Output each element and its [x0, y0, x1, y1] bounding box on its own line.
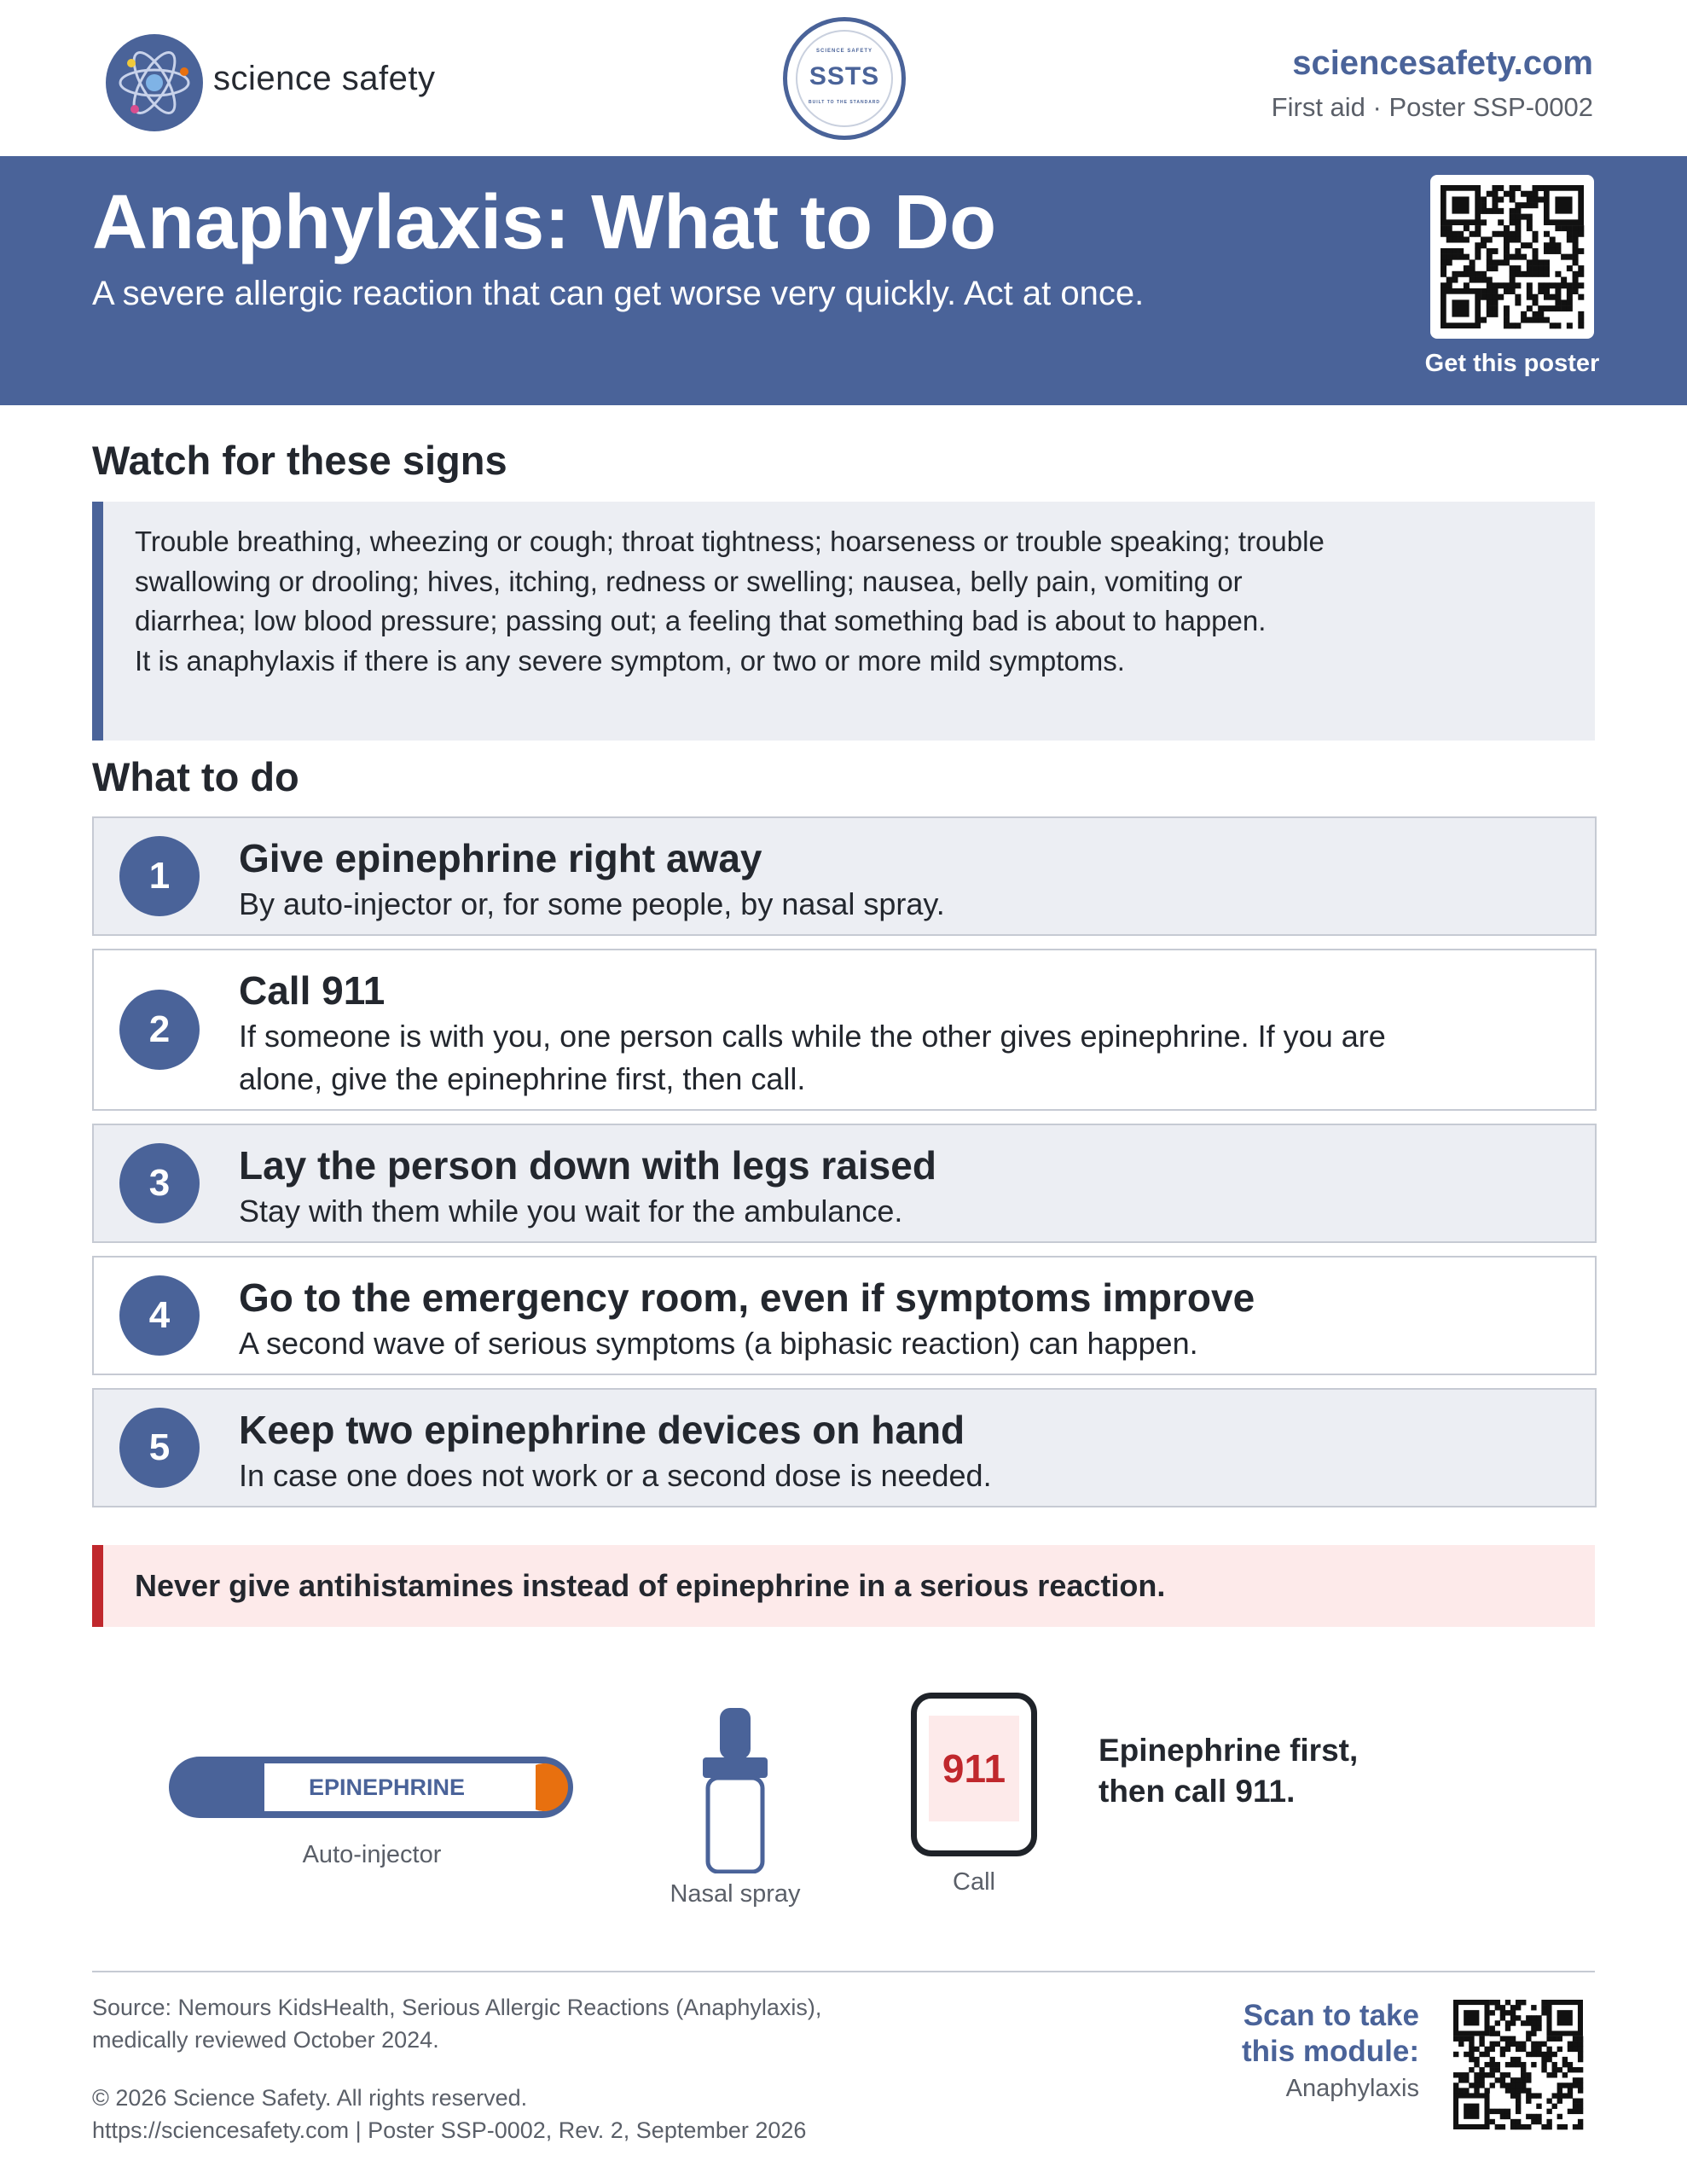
signs-list: Trouble breathing, wheezing or cough; throat tightness; hoarseness or trouble speaking; trouble swallowing or drooling; hives, itching, redness or swelling; nausea, belly pain, vomiting or diarrhea; low blood pressure; passing out; a feeling that something bad is about to happen. [135, 526, 1325, 636]
footer-divider [92, 1971, 1595, 1972]
source-line-2: medically reviewed October 2024. [92, 2027, 439, 2053]
step-number: 4 [119, 1275, 200, 1356]
nasal-spray-icon [701, 1708, 769, 1873]
signs-heading: Watch for these signs [92, 438, 507, 483]
step-number: 3 [119, 1143, 200, 1223]
step-title: Call 911 [239, 968, 386, 1013]
injector-label: EPINEPHRINE [309, 1774, 466, 1800]
qr-code-icon [1430, 175, 1594, 339]
step-body: By auto-injector or, for some people, by nasal spray. [239, 886, 945, 921]
seal-bottom-text: BUILT TO THE STANDARD [808, 100, 881, 105]
qr-caption: Get this poster [1424, 350, 1600, 377]
step-body: Stay with them while you wait for the ambulance. [239, 1194, 903, 1228]
step-5 [92, 1388, 1597, 1507]
nasal-spray-illustration [701, 1708, 769, 1873]
injector-caption: Auto-injector [302, 1841, 442, 1868]
site-link[interactable]: sciencesafety.com [1292, 44, 1593, 82]
qr-code-icon [1450, 1996, 1586, 2133]
brand-name: science safety [213, 60, 436, 97]
poster-qr-code[interactable] [1430, 175, 1594, 339]
step-body: A second wave of serious symptoms (a biphasic reaction) can happen. [239, 1326, 1198, 1361]
anaphylaxis-rule: It is anaphylaxis if there is any severe symptom, or two or more mild symptoms. [135, 644, 1125, 677]
step-title: Keep two epinephrine devices on hand [239, 1408, 965, 1452]
page-subtitle: A severe allergic reaction that can get worse very quickly. Act at once. [92, 275, 1145, 312]
source-citation [92, 1991, 821, 2056]
copyright-block [92, 2082, 806, 2146]
call-note [1099, 1730, 1358, 1812]
source-line-1: Source: Nemours KidsHealth, Serious Allergic Reactions (Anaphylaxis), [92, 1995, 822, 2020]
scan-line-2: this module: [1241, 2035, 1419, 2068]
step-2 [92, 949, 1597, 1111]
atom-icon [106, 34, 203, 131]
step-title: Give epinephrine right away [239, 836, 762, 880]
spray-caption: Nasal spray [670, 1880, 801, 1908]
step-number: 2 [119, 990, 200, 1070]
call-note-line-1: Epinephrine first, [1099, 1733, 1359, 1768]
copyright: © 2026 Science Safety. All rights reserved. [92, 2085, 528, 2111]
step-number: 5 [119, 1408, 200, 1488]
signs-text [135, 522, 1346, 681]
step-body: If someone is with you, one person calls while the other gives epinephrine. If you are alone, give the epinephrine first, then call. [239, 1019, 1386, 1096]
step-title: Lay the person down with legs raised [239, 1143, 936, 1188]
seal-main-text: SSTS [809, 62, 880, 90]
step-1 [92, 816, 1597, 936]
phone-number: 911 [929, 1716, 1019, 1821]
scan-line-1: Scan to take [1243, 1999, 1419, 2032]
scan-prompt [1242, 1998, 1419, 2070]
module-qr-code[interactable] [1450, 1996, 1586, 2133]
warning-text: Never give antihistamines instead of epinephrine in a serious reaction. [135, 1568, 1166, 1603]
step-title: Go to the emergency room, even if symptoms improve [239, 1275, 1255, 1320]
step-3 [92, 1124, 1597, 1243]
step-number: 1 [119, 836, 200, 916]
page-title: Anaphylaxis: What to Do [92, 180, 997, 265]
phone-illustration [911, 1693, 1037, 1856]
ssts-seal [783, 17, 906, 140]
scan-module-name: Anaphylaxis [1285, 2075, 1419, 2102]
step-body: In case one does not work or a second dose is needed. [239, 1458, 992, 1493]
poster-id: First aid · Poster SSP-0002 [1271, 92, 1593, 122]
auto-injector-illustration [167, 1755, 575, 1820]
science-safety-logo [106, 34, 203, 131]
steps-heading: What to do [92, 754, 299, 799]
signs-accent-bar [92, 502, 103, 741]
call-note-line-2: then call 911. [1099, 1774, 1296, 1809]
seal-top-text: SCIENCE SAFETY [815, 49, 872, 54]
step-4 [92, 1256, 1597, 1375]
phone-caption: Call [953, 1868, 995, 1896]
url-revision[interactable]: https://sciencesafety.com | Poster SSP-0002, Rev. 2, September 2026 [92, 2117, 807, 2143]
warning-accent-bar [92, 1545, 103, 1627]
